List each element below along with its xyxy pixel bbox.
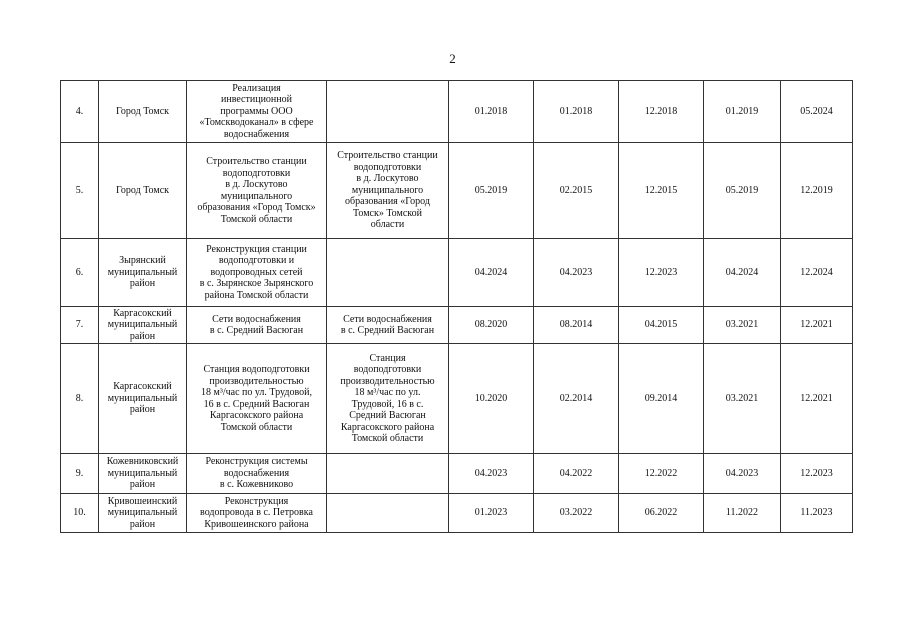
- date-cell-2: 03.2022: [534, 494, 619, 533]
- municipality-cell: Кожевниковский муниципальный район: [99, 454, 187, 494]
- date-cell-3: 04.2015: [619, 307, 704, 344]
- object-cell: [327, 239, 449, 307]
- project-cell: Сети водоснабжения в с. Средний Васюган: [187, 307, 327, 344]
- date-cell-4: 03.2021: [704, 307, 781, 344]
- date-cell-2: 02.2014: [534, 344, 619, 454]
- table-row: [61, 143, 853, 239]
- investment-table: [60, 80, 853, 533]
- row-number: 9.: [61, 454, 99, 494]
- date-cell-1: 05.2019: [449, 143, 534, 239]
- date-cell-1: 01.2023: [449, 494, 534, 533]
- object-cell: [327, 494, 449, 533]
- date-cell-4: 04.2024: [704, 239, 781, 307]
- row-number: 10.: [61, 494, 99, 533]
- date-cell-1: 04.2024: [449, 239, 534, 307]
- project-cell: Реконструкция станции водоподготовки и водопроводных сетей в с. Зырянское Зырянского района Томской области: [187, 239, 327, 307]
- municipality-cell: Город Томск: [99, 143, 187, 239]
- municipality-cell: Город Томск: [99, 81, 187, 143]
- date-cell-2: 04.2022: [534, 454, 619, 494]
- project-cell: Строительство станции водоподготовки в д. Лоскутово муниципального образования «Город Томск» Томской области: [187, 143, 327, 239]
- date-cell-5: 12.2021: [781, 307, 853, 344]
- municipality-cell: Зырянский муниципальный район: [99, 239, 187, 307]
- row-number: 5.: [61, 143, 99, 239]
- date-cell-3: 12.2022: [619, 454, 704, 494]
- object-cell: Строительство станции водоподготовки в д. Лоскутово муниципального образования «Город Томск» Томской области: [327, 143, 449, 239]
- date-cell-3: 06.2022: [619, 494, 704, 533]
- object-cell: Сети водоснабжения в с. Средний Васюган: [327, 307, 449, 344]
- date-cell-4: 01.2019: [704, 81, 781, 143]
- date-cell-5: 05.2024: [781, 81, 853, 143]
- date-cell-1: 04.2023: [449, 454, 534, 494]
- date-cell-2: 02.2015: [534, 143, 619, 239]
- row-number: 4.: [61, 81, 99, 143]
- object-cell: Станция водоподготовки производительностью 18 м³/час по ул. Трудовой, 16 в с. Средний Васюган Каргасокского района Томской области: [327, 344, 449, 454]
- date-cell-5: 12.2023: [781, 454, 853, 494]
- municipality-cell: Каргасокский муниципальный район: [99, 307, 187, 344]
- row-number: 8.: [61, 344, 99, 454]
- object-cell: [327, 81, 449, 143]
- date-cell-1: 08.2020: [449, 307, 534, 344]
- table-row: [61, 239, 853, 307]
- page-number: 2: [449, 51, 456, 66]
- date-cell-5: 11.2023: [781, 494, 853, 533]
- date-cell-3: 12.2015: [619, 143, 704, 239]
- date-cell-2: 04.2023: [534, 239, 619, 307]
- municipality-cell: Кривошеинский муниципальный район: [99, 494, 187, 533]
- date-cell-5: 12.2021: [781, 344, 853, 454]
- date-cell-2: 01.2018: [534, 81, 619, 143]
- date-cell-1: 01.2018: [449, 81, 534, 143]
- object-cell: [327, 454, 449, 494]
- project-cell: Станция водоподготовки производительностью 18 м³/час по ул. Трудовой, 16 в с. Средний Васюган Каргасокского района Томской области: [187, 344, 327, 454]
- date-cell-1: 10.2020: [449, 344, 534, 454]
- date-cell-3: 12.2018: [619, 81, 704, 143]
- date-cell-4: 05.2019: [704, 143, 781, 239]
- table-row: [61, 344, 853, 454]
- date-cell-4: 11.2022: [704, 494, 781, 533]
- table-row: [61, 494, 853, 533]
- date-cell-4: 03.2021: [704, 344, 781, 454]
- row-number: 6.: [61, 239, 99, 307]
- date-cell-4: 04.2023: [704, 454, 781, 494]
- date-cell-5: 12.2024: [781, 239, 853, 307]
- date-cell-2: 08.2014: [534, 307, 619, 344]
- row-number: 7.: [61, 307, 99, 344]
- table-row: [61, 307, 853, 344]
- table-row: [61, 454, 853, 494]
- municipality-cell: Каргасокский муниципальный район: [99, 344, 187, 454]
- project-cell: Реконструкция системы водоснабжения в с. Кожевниково: [187, 454, 327, 494]
- date-cell-3: 12.2023: [619, 239, 704, 307]
- date-cell-5: 12.2019: [781, 143, 853, 239]
- table-row: [61, 81, 853, 143]
- project-cell: Реализация инвестиционной программы ООО «Томскводоканал» в сфере водоснабжения: [187, 81, 327, 143]
- project-cell: Реконструкция водопровода в с. Петровка Кривошеинского района: [187, 494, 327, 533]
- date-cell-3: 09.2014: [619, 344, 704, 454]
